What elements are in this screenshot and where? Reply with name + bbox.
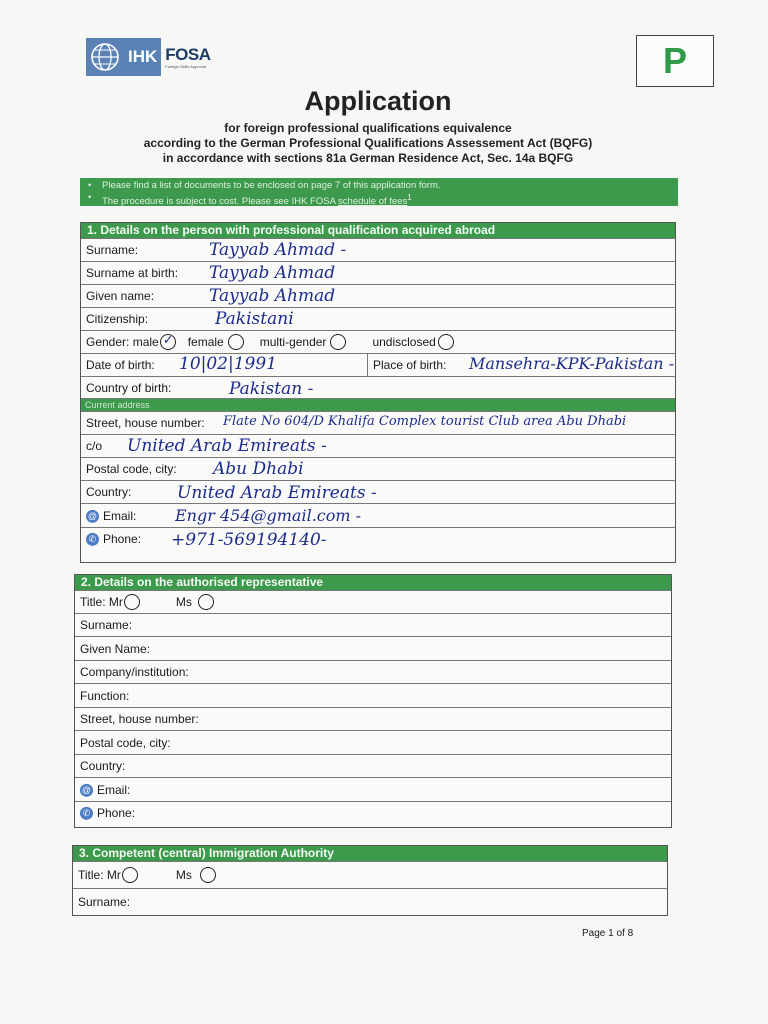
rep-given-name-row[interactable]	[75, 636, 671, 660]
form-type-box	[636, 35, 714, 87]
gender-female-label: female	[187, 335, 224, 349]
rep-title-mr-radio[interactable]	[124, 594, 140, 610]
rep-function-row[interactable]	[75, 683, 671, 707]
gender-multi-label: multi-gender	[259, 335, 327, 349]
phone-label-wrap	[86, 532, 141, 546]
ihk-fosa-logo	[86, 38, 211, 76]
email-row[interactable]	[81, 503, 675, 527]
form-type-letter: P	[662, 40, 687, 81]
country-row[interactable]	[81, 480, 675, 503]
phone-label: Phone:	[103, 531, 142, 546]
surname-at-birth-label: Surname at birth:	[86, 266, 179, 280]
street-row[interactable]	[81, 411, 675, 434]
notice-line-2-text: The procedure is subject to cost. Please see IHK FOSA	[102, 196, 339, 208]
logo-tagline: Foreign Skills Approval	[165, 63, 206, 69]
rep-country-row[interactable]	[75, 754, 671, 777]
rep-given-name-label: Given Name:	[80, 641, 151, 656]
rep-surname-row[interactable]	[75, 613, 671, 636]
rep-street-row[interactable]	[75, 707, 671, 730]
given-name-label: Given name:	[86, 289, 155, 303]
current-address-bar: Current address	[81, 398, 675, 411]
cob-label: Country of birth:	[86, 380, 172, 395]
section-immigration-authority	[72, 845, 668, 916]
schedule-of-fees-link[interactable]: schedule of fees	[338, 196, 408, 208]
at-sign-icon: @	[81, 784, 92, 795]
rep-title-ms-radio[interactable]	[198, 594, 214, 610]
rep-postal-label: Postal code, city:	[80, 735, 171, 750]
rep-title-options	[80, 594, 214, 610]
phone-value: +971-569194140-	[171, 530, 327, 550]
co-value: United Arab Emireats -	[127, 436, 327, 456]
rep-function-label: Function:	[80, 688, 130, 703]
citizenship-label: Citizenship:	[86, 312, 149, 326]
surname-at-birth-value: Tayyab Ahmad	[209, 263, 336, 283]
given-name-value: Tayyab Ahmad	[209, 286, 336, 306]
rep-title-row	[75, 590, 671, 613]
street-label: Street, house number:	[86, 416, 205, 430]
at-sign-icon: @	[87, 510, 98, 521]
email-label: Email:	[103, 508, 137, 523]
rep-email-row[interactable]	[75, 777, 671, 801]
subtitle-line-1: for foreign professional qualifications equivalence	[224, 121, 512, 135]
gender-multi-radio[interactable]	[330, 334, 346, 350]
surname-row[interactable]	[81, 238, 675, 261]
page-number: Page 1 of 8	[582, 928, 634, 939]
phone-icon: ✆	[86, 533, 99, 546]
notice-line-1: • Please find a list of documents to be enclosed on page 7 of this application form.	[102, 180, 678, 192]
logo-ihk-text: IHK	[124, 38, 161, 76]
rep-company-row[interactable]	[75, 660, 671, 683]
section-1-heading: 1. Details on the person with professional qualification acquired abroad	[81, 223, 675, 238]
phone-icon: ✆	[80, 807, 93, 820]
email-value: Engr 454@gmail.com -	[175, 506, 362, 525]
gender-female-radio[interactable]	[228, 334, 244, 350]
dob-value[interactable]: 10|02|1991	[179, 354, 277, 374]
auth-surname-label: Surname:	[78, 894, 131, 909]
citizenship-row[interactable]	[81, 307, 675, 330]
surname-at-birth-row[interactable]	[81, 261, 675, 284]
auth-title-mr-radio[interactable]	[122, 867, 138, 883]
gender-undisclosed-label: undisclosed	[372, 335, 436, 349]
co-row[interactable]	[81, 434, 675, 457]
rep-postal-row[interactable]	[75, 730, 671, 754]
rep-title-ms-label: Ms	[175, 595, 192, 609]
gender-options	[86, 334, 454, 350]
rep-title-mr-label: Title: Mr	[80, 595, 123, 609]
footnote-marker: 1	[407, 193, 412, 202]
country-label: Country:	[86, 485, 132, 499]
auth-title-row	[73, 861, 667, 888]
auth-title-mr-label: Title: Mr	[78, 868, 121, 882]
gender-undisclosed-radio[interactable]	[438, 334, 454, 350]
auth-title-ms-radio[interactable]	[200, 867, 216, 883]
rep-phone-label: Phone:	[97, 805, 136, 820]
given-name-row[interactable]	[81, 284, 675, 307]
gender-male-label: Gender: male	[86, 335, 159, 349]
street-value: Flate No 604/D Khalifa Complex tourist Club area Abu Dhabi	[223, 414, 627, 429]
postal-row[interactable]	[81, 457, 675, 480]
rep-email-label: Email:	[97, 782, 131, 797]
section-applicant	[80, 222, 676, 563]
auth-title-ms-label: Ms	[175, 868, 192, 882]
co-label: c/o	[86, 439, 103, 453]
pob-label: Place of birth:	[373, 358, 447, 372]
page-subtitle	[0, 121, 736, 166]
rep-phone-label-wrap	[80, 806, 135, 820]
email-label-wrap	[86, 508, 136, 522]
gender-row	[81, 330, 675, 353]
dob-label: Date of birth:	[86, 358, 155, 372]
globe-icon	[86, 38, 124, 76]
birth-row	[81, 353, 675, 376]
cob-value: Pakistan -	[229, 379, 314, 399]
rep-phone-row[interactable]	[75, 801, 671, 824]
pob-value[interactable]: Mansehra-KPK-Pakistan -	[469, 354, 675, 373]
section-representative	[74, 574, 672, 828]
page-title: Application	[304, 86, 452, 116]
section-3-heading: 3. Competent (central) Immigration Authority	[73, 846, 667, 861]
postal-label: Postal code, city:	[86, 462, 177, 476]
surname-label: Surname:	[86, 243, 139, 257]
section-2-heading: 2. Details on the authorised representative	[75, 575, 671, 590]
auth-title-options	[78, 867, 216, 883]
auth-surname-row[interactable]	[73, 888, 667, 914]
rep-surname-label: Surname:	[80, 618, 133, 632]
logo-fosa-text: FOSA	[165, 44, 211, 64]
gender-male-radio[interactable]	[160, 334, 176, 350]
phone-row[interactable]	[81, 527, 675, 550]
rep-email-label-wrap	[80, 782, 130, 796]
birth-row-divider	[367, 354, 368, 376]
rep-country-label: Country:	[80, 759, 126, 773]
subtitle-line-3: in accordance with sections 81a German Residence Act, Sec. 14a BQFG	[162, 151, 574, 165]
country-of-birth-row[interactable]	[81, 376, 675, 398]
country-value: United Arab Emireats -	[177, 483, 377, 503]
notice-banner	[80, 178, 678, 206]
citizenship-value: Pakistani	[215, 309, 294, 329]
rep-street-label: Street, house number:	[80, 712, 199, 726]
subtitle-line-2: according to the German Professional Qualifications Assessement Act (BQFG)	[143, 136, 593, 150]
postal-value: Abu Dhabi	[213, 459, 304, 479]
surname-value: Tayyab Ahmad -	[209, 240, 347, 260]
rep-company-label: Company/institution:	[80, 665, 189, 679]
notice-line-2	[102, 192, 678, 208]
